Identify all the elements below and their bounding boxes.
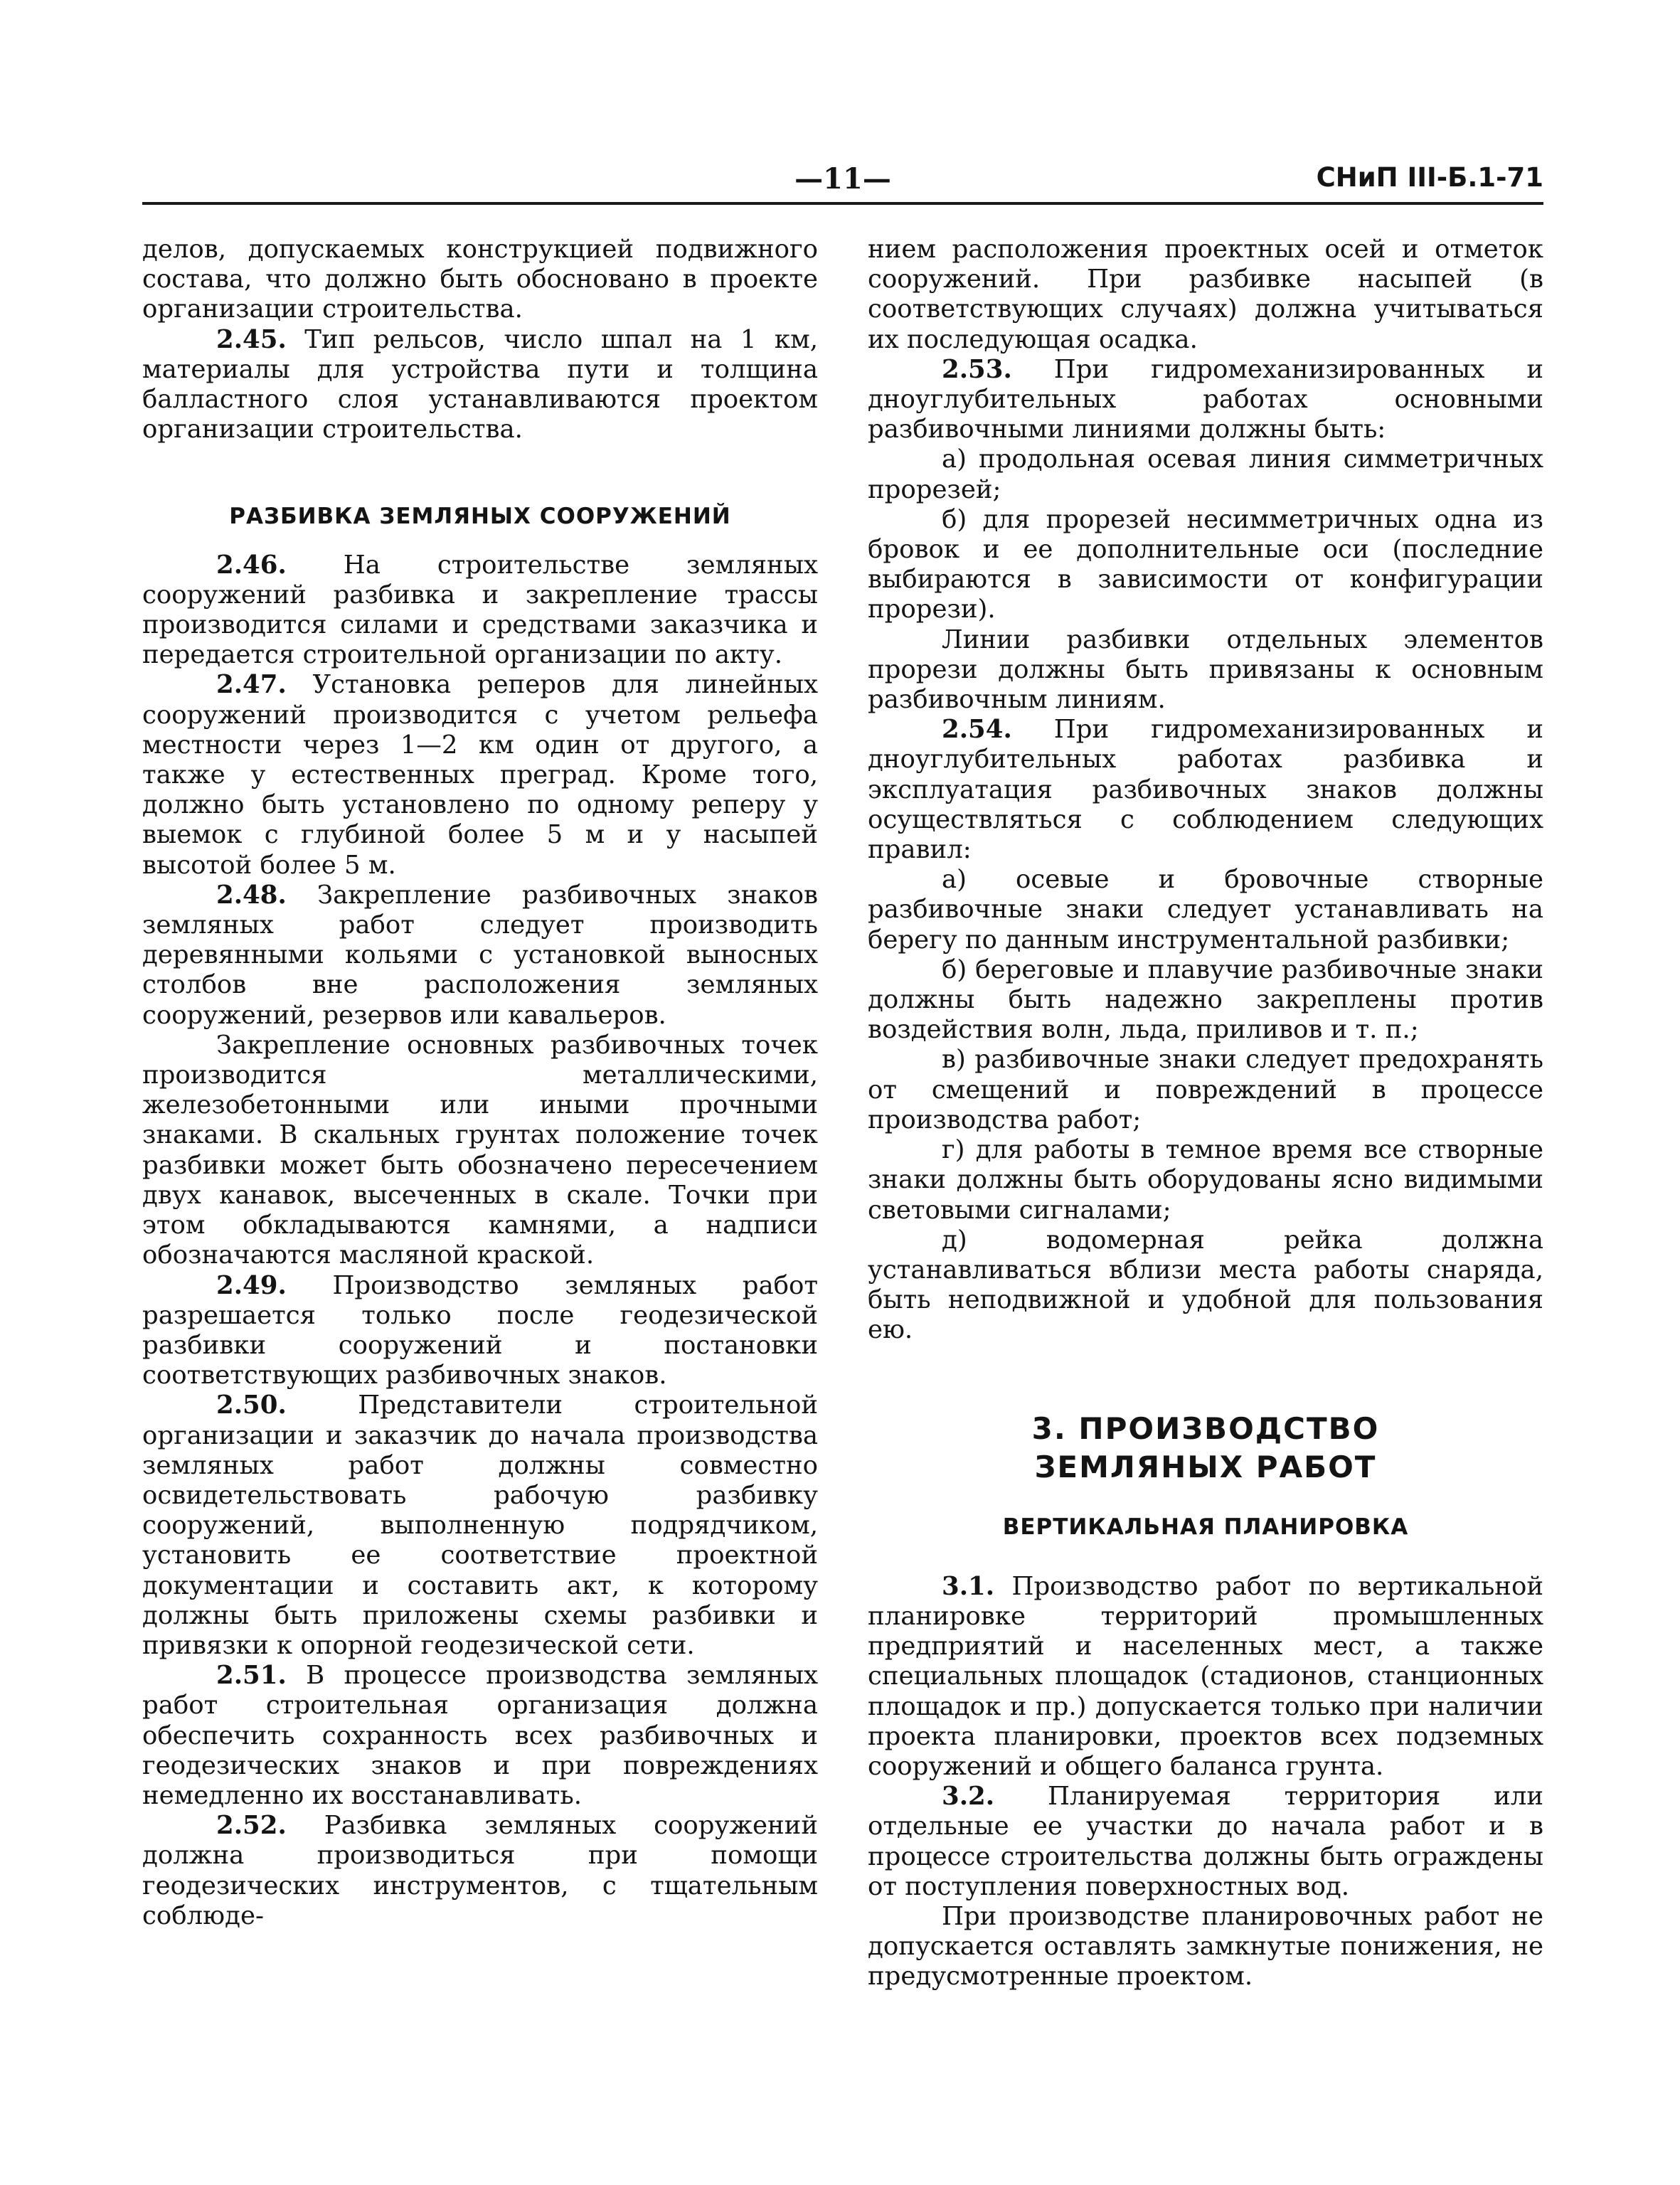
section-heading-razbivka: РАЗБИВКА ЗЕМЛЯНЫХ СООРУЖЕНИЙ [229,504,731,530]
paragraph-2-53 [868,355,1543,445]
clause-number: 3.2. [942,1782,995,1812]
page-number: —11— [794,162,891,196]
clause-text: Планируемая территория или отдельные ее участки до начала работ и в процессе строительства должны быть ограждены от поступления поверхностных вод. [868,1782,1543,1901]
clause-number: 2.47. [216,670,287,700]
paragraph-3-2 [868,1782,1543,1902]
clause-number: 2.48. [216,880,287,910]
paragraph-2-48 [142,881,818,1031]
paragraph-2-52 [142,1811,818,1931]
paragraph-2-51 [142,1661,818,1811]
clause-number: 2.50. [216,1391,287,1420]
right-column [868,235,1543,1992]
list-item-d: д) водомерная рейка должна устанавливаться вблизи места работы снаряда, быть неподвижной и удобной для пользования ею. [868,1225,1543,1345]
page-header [142,162,1543,205]
clause-text: Производство земляных работ разрешается только после геодезической разбивки сооружений и постановки соответствующих разбивочных знаков. [142,1270,818,1391]
clause-number: 3.1. [942,1571,995,1601]
paragraph-3-1 [868,1572,1543,1782]
clause-text: При гидромеханизированных и дноуглубительных работах основными разбивочными линиями должны быть: [868,354,1543,445]
clause-text: Установка реперов для линейных сооружений производится с учетом рельефа местности через 1—2 км один от другого, а также у естественных преград. Кроме того, должно быть установлено по одному реперу у выемок с глубиной более 5 м и у насыпей высотой более 5 м. [142,670,818,880]
clause-number: 2.45. [216,324,287,354]
paragraph-continuation: делов, допускаемых конструкцией подвижного состава, что должно быть обосновано в проекте организации строительства. [142,235,818,324]
chapter-heading-line1: 3. ПРОИЗВОДСТВО [1031,1410,1380,1446]
clause-number: 2.46. [216,550,287,580]
clause-text: Разбивка земляных сооружений должна производиться при помощи геодезических инструментов, с тщательным соблюде- [142,1811,818,1930]
list-item-a: а) осевые и бровочные створные разбивочные знаки следует устанавливать на берегу по данным инструментальной разбивки; [868,865,1543,955]
clause-text: Представители строительной организации и заказчик до начала производства земляных работ должны совместно освидетельствовать рабочую разбивку сооружений, выполненную подрядчиком, установить ее соответствие проектной документации и составить акт, к которому должны быть приложены схемы разбивки и привязки к опорной геодезической сети. [142,1391,818,1660]
paragraph-3-2-cont: При производстве планировочных работ не допускается оставлять замкнутые понижения, не предусмотренные проектом. [868,1901,1543,1992]
chapter-heading [868,1410,1543,1487]
list-item-b: б) для прорезей несимметричных одна из бровок и ее дополнительные оси (последние выбираются в зависимости от конфигурации прорези). [868,504,1543,624]
header-rule [142,202,1543,205]
paragraph-2-46 [142,551,818,671]
clause-number: 2.51. [216,1661,287,1691]
paragraph-2-49 [142,1271,818,1391]
list-item-a: а) продольная осевая линия симметричных прорезей; [868,445,1543,504]
list-item-g: г) для работы в темное время все створные знаки должны быть оборудованы ясно видимыми световыми сигналами; [868,1135,1543,1225]
paragraph-2-54 [868,715,1543,865]
paragraph-2-53-cont: Линии разбивки отдельных элементов прорези должны быть привязаны к основным разбивочным линиям. [868,624,1543,715]
left-column [142,235,818,1931]
section-heading-vertical: ВЕРТИКАЛЬНАЯ ПЛАНИРОВКА [1002,1514,1409,1540]
paragraph-2-48-cont: Закрепление основных разбивочных точек производится металлическими, железобетонными или иными прочными знаками. В скальных грунтах положение точек разбивки может быть обозначено пересечением двух канавок, высеченных в скале. Точки при этом обкладываются камнями, а надписи обозначаются масляной краской. [142,1030,818,1270]
paragraph-2-47 [142,670,818,880]
clause-text: Тип рельсов, число шпал на 1 км, материалы для устройства пути и толщина балластного слоя устанавливаются проектом организации строительства. [142,324,818,445]
clause-number: 2.53. [942,354,1012,384]
clause-number: 2.49. [216,1270,287,1300]
clause-text: Производство работ по вертикальной планировке территорий промышленных предприятий и населенных мест, а также специальных площадок (стадионов, станционных площадок и пр.) допускается только при наличии проекта планировки, проектов всех подземных сооружений и общего баланса грунта. [868,1571,1543,1781]
clause-text: При гидромеханизированных и дноуглубительных работах разбивка и эксплуатация разбивочных знаков должны осуществляться с соблюдением следующих правил: [868,715,1543,865]
paragraph-2-45 [142,325,818,445]
chapter-heading-line2: ЗЕМЛЯНЫХ РАБОТ [1034,1449,1377,1484]
paragraph-continuation: нием расположения проектных осей и отметок сооружений. При разбивке насыпей (в соответствующих случаях) должна учитываться их последующая осадка. [868,235,1543,354]
list-item-v: в) разбивочные знаки следует предохранять от смещений и повреждений в процессе производства работ; [868,1045,1543,1134]
document-code: СНиП III-Б.1-71 [1316,162,1543,193]
list-item-b: б) береговые и плавучие разбивочные знаки должны быть надежно закреплены против воздействия волн, льда, приливов и т. п.; [868,955,1543,1045]
clause-number: 2.52. [216,1811,287,1841]
clause-text: Закрепление разбивочных знаков земляных работ следует производить деревянными кольями с установкой выносных столбов вне расположения земляных сооружений, резервов или кавальеров. [142,880,818,1030]
clause-number: 2.54. [942,715,1012,745]
paragraph-2-50 [142,1391,818,1661]
clause-text: На строительстве земляных сооружений разбивка и закрепление трассы производится силами и средствами заказчика и передается строительной организации по акту. [142,550,818,670]
clause-text: В процессе производства земляных работ строительная организация должна обеспечить сохранность всех разбивочных и геодезических знаков и при повреждениях немедленно их восстанавливать. [142,1661,818,1810]
